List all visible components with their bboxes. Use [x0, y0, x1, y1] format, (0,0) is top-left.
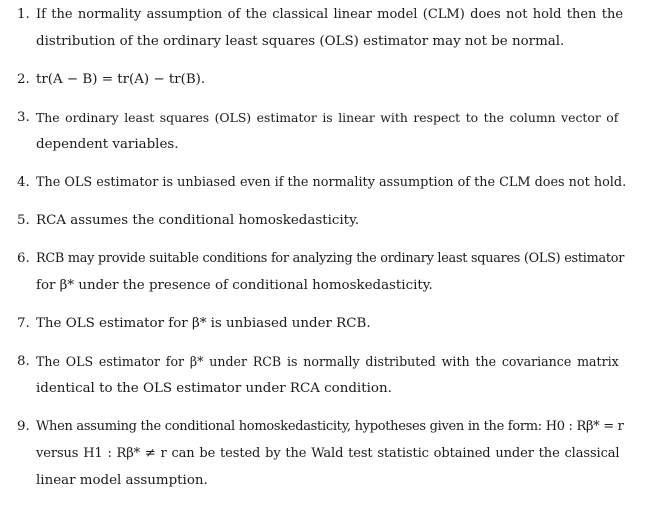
item-text-line: The OLS estimator is unbiased even if the normality assumption of the CLM does not hold. [36, 175, 627, 190]
item-text-line: When assuming the conditional homoskedasticity, hypotheses given in the form: H0 : Rβ* = r [36, 419, 624, 434]
item-text-line: versus H1 : Rβ* ≠ r can be tested by the Wald test statistic obtained under the classical [36, 446, 620, 461]
item-text-line: RCB may provide suitable conditions for analyzing the ordinary least squares (OLS) estimator [36, 251, 625, 266]
item-number: 4. [17, 175, 30, 190]
item-number: 7. [17, 316, 30, 331]
item-number: 2. [17, 72, 30, 87]
item-number: 6. [17, 251, 30, 266]
item-text-line: identical to the OLS estimator under RCA condition. [36, 381, 392, 396]
item-text-line: tr(A − B) = tr(A) − tr(B). [36, 72, 206, 87]
item-number: 1. [17, 7, 30, 22]
item-text-line: The OLS estimator for β* under RCB is normally distributed with the covariance matrix [36, 354, 619, 369]
item-text-line: distribution of the ordinary least squares (OLS) estimator may not be normal. [36, 34, 565, 49]
item-text-line: dependent variables. [36, 137, 179, 152]
item-number: 9. [17, 419, 30, 434]
item-number: 3. [17, 110, 30, 125]
item-number: 8. [17, 354, 30, 369]
item-text-line: The ordinary least squares (OLS) estimator is linear with respect to the column vector of [36, 110, 619, 125]
item-text-line: linear model assumption. [36, 473, 208, 488]
item-text-line: The OLS estimator for β* is unbiased under RCB. [36, 316, 371, 331]
item-number: 5. [17, 213, 30, 228]
item-text-line: If the normality assumption of the classical linear model (CLM) does not hold then the [36, 7, 624, 22]
item-text-line: RCA assumes the conditional homoskedasticity. [36, 213, 360, 228]
item-text-line: for β* under the presence of conditional homoskedasticity. [36, 278, 433, 293]
